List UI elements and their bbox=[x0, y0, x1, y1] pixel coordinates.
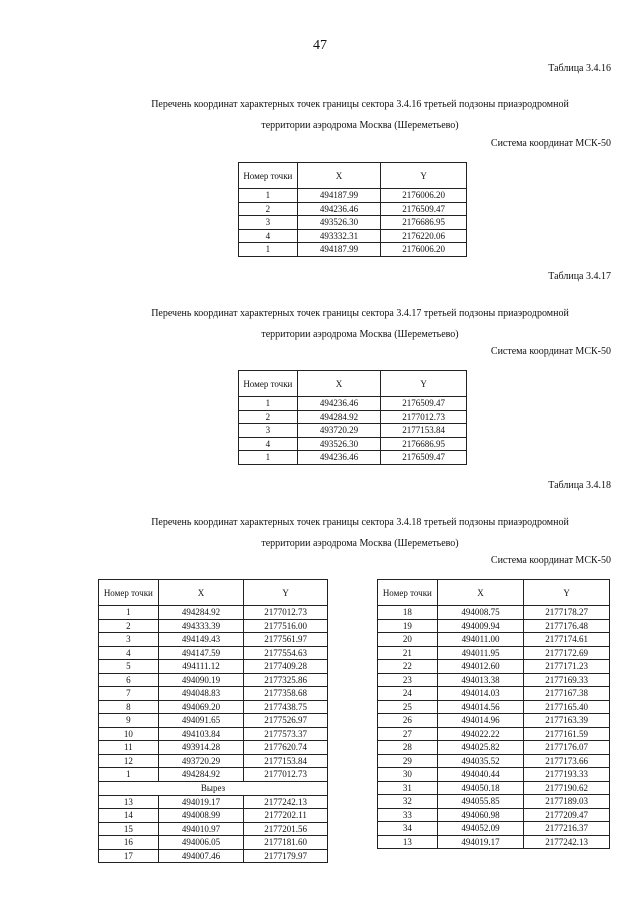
y-coordinate-cell: 2177169.33 bbox=[524, 673, 610, 687]
point-number-cell: 1 bbox=[239, 397, 298, 411]
y-coordinate-cell: 2177561.97 bbox=[244, 633, 328, 647]
x-coordinate-cell: 494008.75 bbox=[437, 606, 524, 620]
point-number-cell: 1 bbox=[239, 243, 298, 257]
x-coordinate-cell: 494008.99 bbox=[158, 809, 244, 823]
column-header-x: X bbox=[437, 580, 524, 606]
table-row bbox=[99, 768, 328, 782]
point-number-cell: 2 bbox=[239, 202, 298, 216]
y-coordinate-cell: 2177409.28 bbox=[244, 660, 328, 674]
x-coordinate-cell: 494009.94 bbox=[437, 619, 524, 633]
y-coordinate-cell: 2177176.48 bbox=[524, 619, 610, 633]
y-coordinate-cell: 2177171.23 bbox=[524, 660, 610, 674]
column-header-x: X bbox=[158, 580, 244, 606]
point-number-cell: 6 bbox=[99, 673, 159, 687]
x-coordinate-cell: 494284.92 bbox=[158, 768, 244, 782]
x-coordinate-cell: 493914.28 bbox=[158, 741, 244, 755]
y-coordinate-cell: 2177242.13 bbox=[244, 795, 328, 809]
y-coordinate-cell: 2177193.33 bbox=[524, 768, 610, 782]
table-row bbox=[378, 754, 610, 768]
table-row bbox=[378, 808, 610, 822]
x-coordinate-cell: 494236.46 bbox=[297, 397, 381, 411]
y-coordinate-cell: 2176509.47 bbox=[381, 397, 467, 411]
column-header-number: Номер точки bbox=[378, 580, 438, 606]
table-row bbox=[378, 619, 610, 633]
table-row bbox=[239, 451, 467, 465]
coordinate-system-label: Система координат МСК-50 bbox=[490, 138, 611, 149]
coordinates-table bbox=[238, 162, 467, 257]
coordinates-table-left bbox=[98, 579, 328, 863]
table-row bbox=[99, 754, 328, 768]
point-number-cell: 1 bbox=[239, 189, 298, 203]
table-row bbox=[378, 835, 610, 849]
table-row bbox=[99, 822, 328, 836]
point-number-cell: 15 bbox=[99, 822, 159, 836]
point-number-cell: 28 bbox=[378, 741, 438, 755]
point-number-cell: 13 bbox=[99, 795, 159, 809]
y-coordinate-cell: 2177153.84 bbox=[244, 754, 328, 768]
x-coordinate-cell: 494014.03 bbox=[437, 687, 524, 701]
y-coordinate-cell: 2177167.38 bbox=[524, 687, 610, 701]
x-coordinate-cell: 494111.12 bbox=[158, 660, 244, 674]
y-coordinate-cell: 2176006.20 bbox=[381, 189, 467, 203]
point-number-cell: 14 bbox=[99, 809, 159, 823]
table-row bbox=[99, 836, 328, 850]
table-title-line: Перечень координат характерных точек границы сектора 3.4.16 третьей подзоны приаэродромной bbox=[151, 99, 569, 110]
coordinate-system-label: Система координат МСК-50 bbox=[490, 346, 611, 357]
x-coordinate-cell: 494060.98 bbox=[437, 808, 524, 822]
column-header-y: Y bbox=[381, 371, 467, 397]
table-title-line: Перечень координат характерных точек границы сектора 3.4.18 третьей подзоны приаэродромной bbox=[151, 517, 569, 528]
table-caption: Таблица 3.4.16 bbox=[548, 63, 611, 74]
x-coordinate-cell: 494014.56 bbox=[437, 700, 524, 714]
point-number-cell: 4 bbox=[99, 646, 159, 660]
table-title bbox=[60, 512, 640, 554]
table-row bbox=[378, 700, 610, 714]
x-coordinate-cell: 493720.29 bbox=[158, 754, 244, 768]
column-header-x: X bbox=[297, 371, 381, 397]
point-number-cell: 26 bbox=[378, 714, 438, 728]
x-coordinate-cell: 494090.19 bbox=[158, 673, 244, 687]
y-coordinate-cell: 2177181.60 bbox=[244, 836, 328, 850]
point-number-cell: 22 bbox=[378, 660, 438, 674]
y-coordinate-cell: 2177216.37 bbox=[524, 822, 610, 836]
column-header-y: Y bbox=[524, 580, 610, 606]
y-coordinate-cell: 2176686.95 bbox=[381, 437, 467, 451]
table-row bbox=[378, 646, 610, 660]
x-coordinate-cell: 494019.17 bbox=[158, 795, 244, 809]
x-coordinate-cell: 494019.17 bbox=[437, 835, 524, 849]
table-row bbox=[378, 822, 610, 836]
y-coordinate-cell: 2177202.11 bbox=[244, 809, 328, 823]
point-number-cell: 8 bbox=[99, 700, 159, 714]
y-coordinate-cell: 2177573.37 bbox=[244, 727, 328, 741]
y-coordinate-cell: 2177620.74 bbox=[244, 741, 328, 755]
x-coordinate-cell: 494025.82 bbox=[437, 741, 524, 755]
x-coordinate-cell: 493720.29 bbox=[297, 424, 381, 438]
y-coordinate-cell: 2177165.40 bbox=[524, 700, 610, 714]
point-number-cell: 4 bbox=[239, 437, 298, 451]
table-row bbox=[239, 397, 467, 411]
table-row bbox=[239, 202, 467, 216]
x-coordinate-cell: 494284.92 bbox=[158, 606, 244, 620]
column-header-y: Y bbox=[244, 580, 328, 606]
x-coordinate-cell: 493526.30 bbox=[297, 437, 381, 451]
x-coordinate-cell: 494091.65 bbox=[158, 714, 244, 728]
y-coordinate-cell: 2176509.47 bbox=[381, 202, 467, 216]
y-coordinate-cell: 2177358.68 bbox=[244, 687, 328, 701]
x-coordinate-cell: 494103.84 bbox=[158, 727, 244, 741]
table-row bbox=[99, 741, 328, 755]
table-row bbox=[378, 673, 610, 687]
x-coordinate-cell: 494012.60 bbox=[437, 660, 524, 674]
point-number-cell: 16 bbox=[99, 836, 159, 850]
y-coordinate-cell: 2177242.13 bbox=[524, 835, 610, 849]
table-row bbox=[99, 633, 328, 647]
x-coordinate-cell: 494048.83 bbox=[158, 687, 244, 701]
table-row bbox=[99, 646, 328, 660]
table-row bbox=[99, 700, 328, 714]
y-coordinate-cell: 2176686.95 bbox=[381, 216, 467, 230]
x-coordinate-cell: 493526.30 bbox=[297, 216, 381, 230]
table-row bbox=[378, 727, 610, 741]
y-coordinate-cell: 2177325.86 bbox=[244, 673, 328, 687]
point-number-cell: 27 bbox=[378, 727, 438, 741]
x-coordinate-cell: 494236.46 bbox=[297, 202, 381, 216]
point-number-cell: 9 bbox=[99, 714, 159, 728]
column-header-y: Y bbox=[381, 163, 467, 189]
point-number-cell: 3 bbox=[99, 633, 159, 647]
point-number-cell: 3 bbox=[239, 216, 298, 230]
x-coordinate-cell: 494013.38 bbox=[437, 673, 524, 687]
point-number-cell: 3 bbox=[239, 424, 298, 438]
y-coordinate-cell: 2177012.73 bbox=[244, 768, 328, 782]
point-number-cell: 1 bbox=[239, 451, 298, 465]
table-row bbox=[99, 619, 328, 633]
table-title-line: Перечень координат характерных точек границы сектора 3.4.17 третьей подзоны приаэродромной bbox=[151, 308, 569, 319]
x-coordinate-cell: 494187.99 bbox=[297, 189, 381, 203]
point-number-cell: 2 bbox=[99, 619, 159, 633]
x-coordinate-cell: 494006.05 bbox=[158, 836, 244, 850]
y-coordinate-cell: 2177163.39 bbox=[524, 714, 610, 728]
table-row bbox=[239, 229, 467, 243]
y-coordinate-cell: 2177176.07 bbox=[524, 741, 610, 755]
table-row bbox=[378, 714, 610, 728]
table-row bbox=[99, 660, 328, 674]
point-number-cell: 17 bbox=[99, 849, 159, 863]
y-coordinate-cell: 2176509.47 bbox=[381, 451, 467, 465]
y-coordinate-cell: 2177189.03 bbox=[524, 795, 610, 809]
point-number-cell: 7 bbox=[99, 687, 159, 701]
y-coordinate-cell: 2177173.66 bbox=[524, 754, 610, 768]
point-number-cell: 24 bbox=[378, 687, 438, 701]
x-coordinate-cell: 493332.31 bbox=[297, 229, 381, 243]
y-coordinate-cell: 2177201.56 bbox=[244, 822, 328, 836]
table-row bbox=[378, 633, 610, 647]
table-row bbox=[99, 795, 328, 809]
table-title-line: территории аэродрома Москва (Шереметьево) bbox=[261, 329, 459, 340]
x-coordinate-cell: 494011.95 bbox=[437, 646, 524, 660]
point-number-cell: 29 bbox=[378, 754, 438, 768]
table-row bbox=[378, 606, 610, 620]
point-number-cell: 23 bbox=[378, 673, 438, 687]
coordinate-system-label: Система координат МСК-50 bbox=[490, 555, 611, 566]
x-coordinate-cell: 494187.99 bbox=[297, 243, 381, 257]
x-coordinate-cell: 494022.22 bbox=[437, 727, 524, 741]
y-coordinate-cell: 2176006.20 bbox=[381, 243, 467, 257]
table-row bbox=[99, 809, 328, 823]
table-row bbox=[239, 424, 467, 438]
coordinates-table-right bbox=[377, 579, 610, 849]
point-number-cell: 30 bbox=[378, 768, 438, 782]
point-number-cell: 18 bbox=[378, 606, 438, 620]
table-row bbox=[378, 768, 610, 782]
point-number-cell: 19 bbox=[378, 619, 438, 633]
x-coordinate-cell: 494052.09 bbox=[437, 822, 524, 836]
point-number-cell: 12 bbox=[99, 754, 159, 768]
x-coordinate-cell: 494333.39 bbox=[158, 619, 244, 633]
table-row bbox=[378, 781, 610, 795]
table-caption: Таблица 3.4.18 bbox=[548, 480, 611, 491]
table-title bbox=[60, 94, 640, 136]
table-row bbox=[99, 714, 328, 728]
point-number-cell: 33 bbox=[378, 808, 438, 822]
point-number-cell: 11 bbox=[99, 741, 159, 755]
point-number-cell: 10 bbox=[99, 727, 159, 741]
table-row bbox=[99, 727, 328, 741]
x-coordinate-cell: 494007.46 bbox=[158, 849, 244, 863]
column-header-x: X bbox=[297, 163, 381, 189]
point-number-cell: 31 bbox=[378, 781, 438, 795]
x-coordinate-cell: 494236.46 bbox=[297, 451, 381, 465]
point-number-cell: 25 bbox=[378, 700, 438, 714]
y-coordinate-cell: 2177172.69 bbox=[524, 646, 610, 660]
table-row bbox=[239, 243, 467, 257]
y-coordinate-cell: 2176220.06 bbox=[381, 229, 467, 243]
table-row bbox=[239, 437, 467, 451]
table-row bbox=[99, 673, 328, 687]
y-coordinate-cell: 2177178.27 bbox=[524, 606, 610, 620]
y-coordinate-cell: 2177516.00 bbox=[244, 619, 328, 633]
y-coordinate-cell: 2177161.59 bbox=[524, 727, 610, 741]
table-row bbox=[239, 410, 467, 424]
table-row bbox=[239, 189, 467, 203]
x-coordinate-cell: 494035.52 bbox=[437, 754, 524, 768]
table-title bbox=[60, 303, 640, 345]
point-number-cell: 2 bbox=[239, 410, 298, 424]
table-row bbox=[99, 606, 328, 620]
table-title-line: территории аэродрома Москва (Шереметьево) bbox=[261, 120, 459, 131]
y-coordinate-cell: 2177179.97 bbox=[244, 849, 328, 863]
coordinates-table bbox=[238, 370, 467, 465]
y-coordinate-cell: 2177438.75 bbox=[244, 700, 328, 714]
y-coordinate-cell: 2177012.73 bbox=[381, 410, 467, 424]
table-title-line: территории аэродрома Москва (Шереметьево) bbox=[261, 538, 459, 549]
x-coordinate-cell: 494010.97 bbox=[158, 822, 244, 836]
table-caption: Таблица 3.4.17 bbox=[548, 271, 611, 282]
table-row bbox=[378, 741, 610, 755]
table-row bbox=[99, 687, 328, 701]
point-number-cell: 34 bbox=[378, 822, 438, 836]
column-header-number: Номер точки bbox=[239, 371, 298, 397]
y-coordinate-cell: 2177174.61 bbox=[524, 633, 610, 647]
point-number-cell: 20 bbox=[378, 633, 438, 647]
y-coordinate-cell: 2177209.47 bbox=[524, 808, 610, 822]
x-coordinate-cell: 494050.18 bbox=[437, 781, 524, 795]
page-number: 47 bbox=[313, 38, 327, 53]
point-number-cell: 4 bbox=[239, 229, 298, 243]
y-coordinate-cell: 2177526.97 bbox=[244, 714, 328, 728]
point-number-cell: 5 bbox=[99, 660, 159, 674]
table-row bbox=[99, 849, 328, 863]
x-coordinate-cell: 494069.20 bbox=[158, 700, 244, 714]
x-coordinate-cell: 494040.44 bbox=[437, 768, 524, 782]
x-coordinate-cell: 494011.00 bbox=[437, 633, 524, 647]
x-coordinate-cell: 494149.43 bbox=[158, 633, 244, 647]
x-coordinate-cell: 494284.92 bbox=[297, 410, 381, 424]
y-coordinate-cell: 2177153.84 bbox=[381, 424, 467, 438]
y-coordinate-cell: 2177190.62 bbox=[524, 781, 610, 795]
cutout-label: Вырез bbox=[99, 781, 328, 795]
y-coordinate-cell: 2177554.63 bbox=[244, 646, 328, 660]
table-row bbox=[378, 660, 610, 674]
column-header-number: Номер точки bbox=[99, 580, 159, 606]
x-coordinate-cell: 494055.85 bbox=[437, 795, 524, 809]
table-row bbox=[378, 687, 610, 701]
point-number-cell: 1 bbox=[99, 768, 159, 782]
point-number-cell: 1 bbox=[99, 606, 159, 620]
x-coordinate-cell: 494147.59 bbox=[158, 646, 244, 660]
table-row bbox=[378, 795, 610, 809]
point-number-cell: 32 bbox=[378, 795, 438, 809]
x-coordinate-cell: 494014.96 bbox=[437, 714, 524, 728]
column-header-number: Номер точки bbox=[239, 163, 298, 189]
table-row bbox=[239, 216, 467, 230]
point-number-cell: 21 bbox=[378, 646, 438, 660]
y-coordinate-cell: 2177012.73 bbox=[244, 606, 328, 620]
point-number-cell: 13 bbox=[378, 835, 438, 849]
